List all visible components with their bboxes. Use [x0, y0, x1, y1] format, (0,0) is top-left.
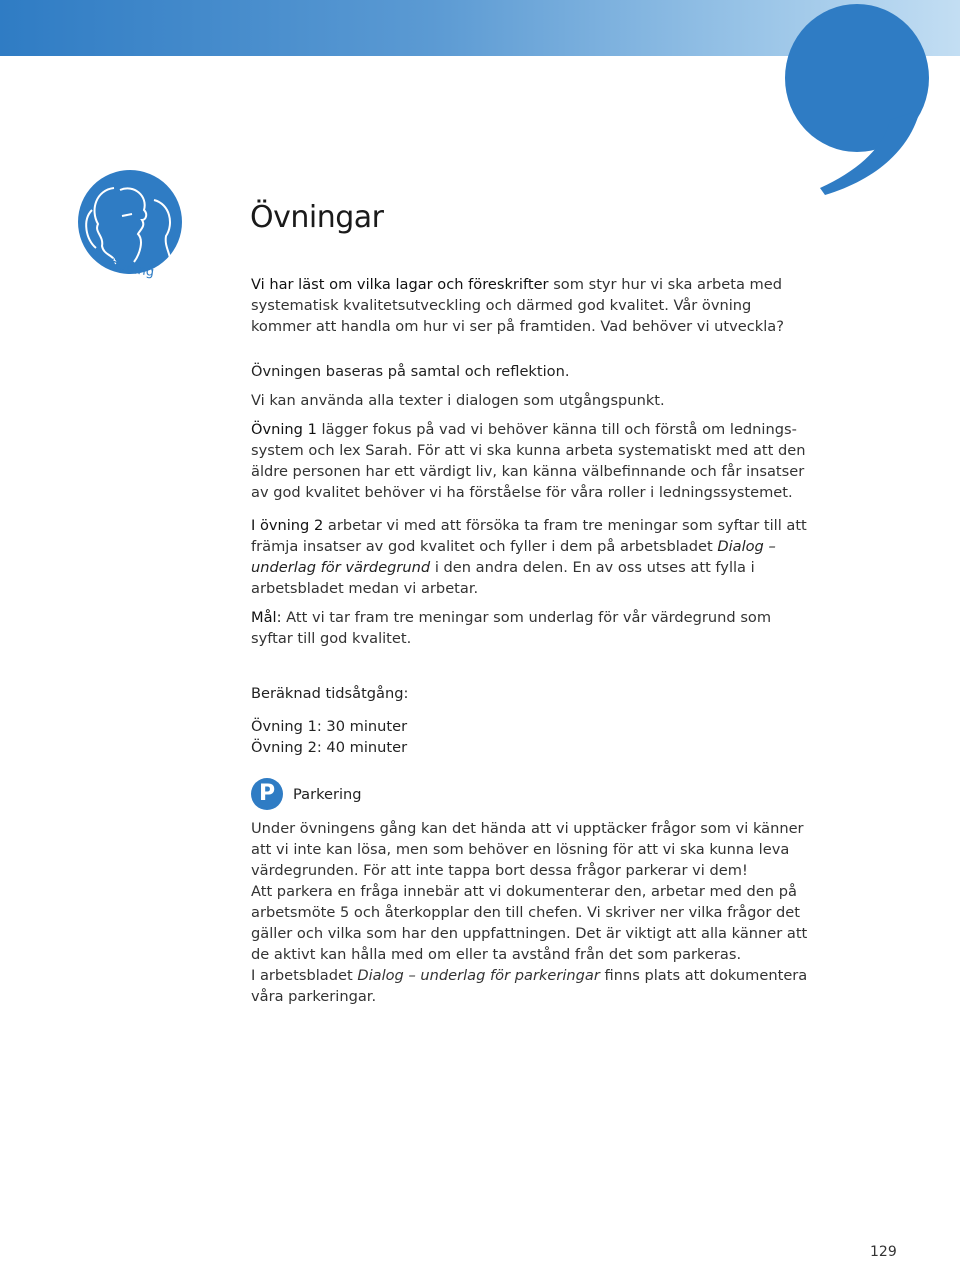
intro-text: som styr hur vi ska arbeta med systematisk kvalitetsutveckling och därmed god kvalitet. Vår övning kommer att handla om hur vi ser på framtiden. Vad behöver vi utveckla?: [251, 276, 784, 335]
page-number: 129: [870, 1244, 897, 1260]
exercise2-worksheet: Dialog – underlag för värdegrund: [251, 538, 776, 576]
quote-mark-icon: [780, 0, 960, 200]
parking-heading: Parkering: [293, 785, 362, 803]
page-title: Övningar: [250, 200, 384, 235]
exercise1-text2: För att vi ska kunna arbeta systematiskt med att den äldre personen har ett värdigt liv, kan känna välbefinnande och får insatser av god kvalitet behöver vi ha förståelse för våra roller i ledningssystemet.: [251, 442, 806, 501]
exercise1-paragraph: [251, 419, 811, 503]
parking-paragraph-b: Att parkera en fråga innebär att vi dokumenterar den, arbetar med den på arbetsmöte 5 och återkopplar den till chefen. Vi skriver ner vilka frågor det gäller och vilka som har den uppfattningen. Det är viktigt att alla känner att de aktivt kan hålla med om eller ta avstånd från det som parkeras.: [251, 883, 808, 963]
parking-header: [251, 778, 811, 810]
exercise2-paragraph: [251, 515, 811, 599]
time-heading: Beräknad tidsåtgång:: [251, 685, 409, 702]
parking-p-icon: P: [251, 778, 283, 810]
intro-paragraph: [251, 274, 811, 337]
logo-label: Övning: [107, 258, 156, 281]
parking-worksheet: Dialog – underlag för parkeringar: [357, 967, 600, 984]
parking-paragraph-c: [251, 965, 811, 1007]
exercise2-text-b: i den andra delen. En av oss utses att fylla i arbetsbladet medan vi arbetar.: [251, 559, 755, 597]
time-item-2: Övning 2: 40 minuter: [251, 739, 408, 756]
dialog-note: Vi kan använda alla texter i dialogen som utgångspunkt.: [251, 392, 665, 409]
basis-line: Övningen baseras på samtal och reflektion.: [251, 363, 570, 380]
goal-paragraph: [251, 607, 811, 649]
goal-label: Mål:: [251, 609, 282, 626]
time-item-1: Övning 1: 30 minuter: [251, 718, 408, 735]
exercise2-text-a: arbetar vi med att försöka ta fram tre meningar som syftar till att främja insatser av god kvalitet och fyller i dem på arbetsbladet: [251, 517, 807, 555]
intro-lead: Vi har läst om vilka lagar och föreskrifter: [251, 276, 549, 293]
exercise1-label: Övning 1: [251, 421, 317, 438]
main-content: [251, 274, 811, 1007]
exercise1-text: lägger fokus på vad vi behöver känna till och förstå om ledningssystem och lex Sarah.: [251, 421, 797, 459]
goal-text: Att vi tar fram tre meningar som underlag för vår värdegrund som syftar till god kvalitet.: [251, 609, 772, 647]
parking-c-post: finns plats att dokumentera våra parkeringar.: [251, 967, 808, 1005]
parking-paragraph-a: Under övningens gång kan det hända att vi upptäcker frågor som vi känner att vi inte kan lösa, men som behöver en lösning för att vi ska kunna leva värdegrunden. För att inte tappa bort dessa frågor parkerar vi dem!: [251, 820, 804, 879]
exercise2-label: I övning 2: [251, 517, 324, 534]
parking-c-pre: I arbetsbladet: [251, 967, 358, 984]
